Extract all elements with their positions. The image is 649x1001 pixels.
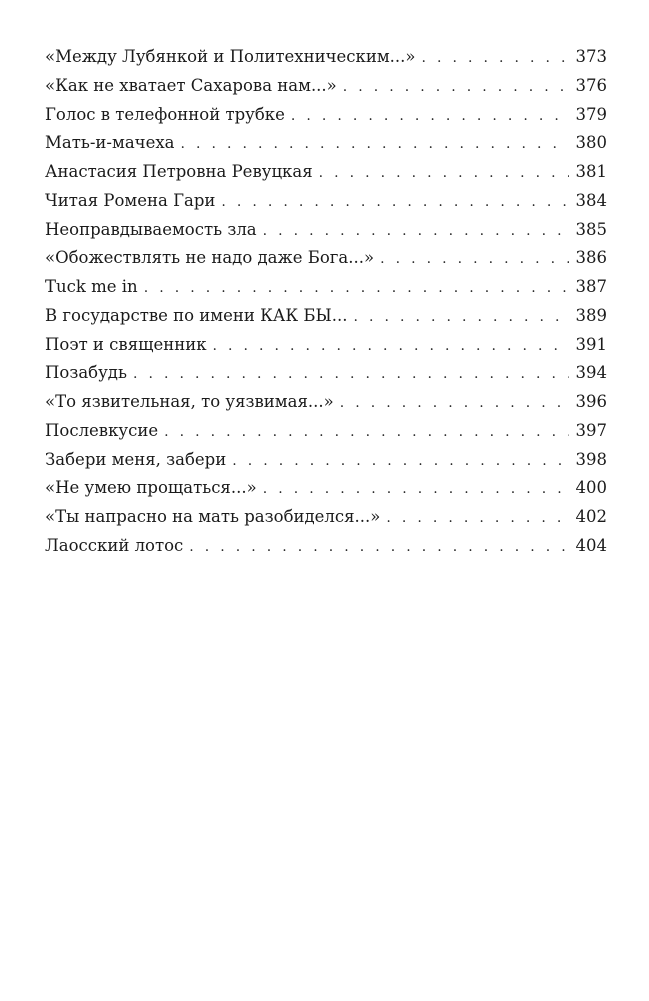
toc-entry-title: Анастасия Петровна Ревуцкая bbox=[45, 162, 313, 181]
toc-entry bbox=[45, 302, 607, 331]
toc-dot-leader bbox=[421, 44, 569, 73]
toc-entry-page: 376 bbox=[575, 75, 607, 95]
toc-dot-leader bbox=[343, 73, 569, 102]
toc-entry-page: 400 bbox=[575, 478, 607, 498]
toc-dot-leader bbox=[164, 418, 569, 447]
toc-entry bbox=[45, 216, 607, 245]
toc-entry-title: Tuck me in bbox=[45, 277, 138, 296]
toc-entry-title: В государстве по имени КАК БЫ... bbox=[45, 305, 348, 325]
toc-dot-leader bbox=[232, 447, 569, 476]
toc-entry-title: Мать-и-мачеха bbox=[45, 133, 175, 153]
toc-entry-title: «Не умею прощаться...» bbox=[45, 478, 257, 498]
toc-entry-page: 398 bbox=[575, 449, 607, 469]
toc-entry-title: Позабудь bbox=[45, 363, 127, 383]
toc-entry bbox=[45, 129, 607, 158]
toc-entry-page: 389 bbox=[575, 305, 607, 325]
toc-entry-page: 402 bbox=[575, 507, 607, 526]
toc-entry-page: 379 bbox=[575, 104, 607, 124]
toc-dot-leader bbox=[380, 245, 569, 274]
toc-entry bbox=[45, 474, 607, 503]
toc-entry-title: «Между Лубянкой и Политехническим...» bbox=[45, 47, 416, 66]
toc-entry bbox=[45, 417, 607, 446]
toc-dot-leader bbox=[354, 303, 569, 332]
toc-entry-page: 380 bbox=[575, 133, 607, 153]
toc-dot-leader bbox=[213, 332, 569, 361]
toc-entry-title: Послевкусие bbox=[45, 420, 159, 440]
toc-entry-title: «Обожествлять не надо даже Бога...» bbox=[45, 248, 375, 268]
table-of-contents bbox=[45, 43, 607, 561]
toc-entry bbox=[45, 359, 607, 388]
toc-entry-title: Забери меня, забери bbox=[45, 449, 227, 469]
toc-entry bbox=[45, 446, 607, 475]
toc-entry-page: 404 bbox=[575, 535, 607, 555]
toc-entry bbox=[45, 532, 607, 561]
toc-entry-title: «То язвительная, то уязвимая...» bbox=[45, 392, 334, 411]
toc-entry-page: 397 bbox=[575, 420, 607, 440]
toc-entry bbox=[45, 43, 607, 72]
toc-entry-page: 381 bbox=[575, 162, 607, 181]
toc-entry-page: 373 bbox=[575, 47, 607, 66]
toc-entry bbox=[45, 503, 607, 532]
toc-entry-title: Поэт и священник bbox=[45, 334, 207, 354]
toc-entry-title: Читая Ромена Гари bbox=[45, 190, 216, 210]
toc-entry bbox=[45, 187, 607, 216]
toc-entry-title: Неоправдываемость зла bbox=[45, 219, 257, 239]
toc-entry-title: «Как не хватает Сахарова нам...» bbox=[45, 75, 337, 95]
toc-entry bbox=[45, 273, 607, 302]
toc-dot-leader bbox=[263, 217, 569, 246]
toc-dot-leader bbox=[263, 475, 569, 504]
toc-dot-leader bbox=[133, 360, 569, 389]
toc-entry bbox=[45, 72, 607, 101]
toc-dot-leader bbox=[319, 159, 569, 188]
toc-dot-leader bbox=[144, 274, 569, 303]
toc-dot-leader bbox=[221, 188, 569, 217]
toc-entry-title: Лаосский лотос bbox=[45, 535, 184, 555]
toc-entry bbox=[45, 101, 607, 130]
toc-dot-leader bbox=[386, 504, 569, 533]
toc-entry-page: 387 bbox=[575, 277, 607, 296]
toc-entry-page: 394 bbox=[575, 363, 607, 383]
toc-entry-page: 384 bbox=[575, 190, 607, 210]
toc-dot-leader bbox=[291, 102, 569, 131]
toc-dot-leader bbox=[180, 130, 569, 159]
toc-entry-page: 385 bbox=[575, 219, 607, 239]
toc-entry bbox=[45, 331, 607, 360]
toc-dot-leader bbox=[340, 389, 569, 418]
toc-entry bbox=[45, 388, 607, 417]
toc-entry-title: Голос в телефонной трубке bbox=[45, 104, 285, 124]
toc-entry-page: 396 bbox=[575, 392, 607, 411]
toc-dot-leader bbox=[189, 533, 569, 562]
toc-entry bbox=[45, 158, 607, 187]
toc-entry-title: «Ты напрасно на мать разобиделся...» bbox=[45, 507, 381, 526]
toc-entry-page: 391 bbox=[575, 334, 607, 354]
toc-entry-page: 386 bbox=[575, 248, 607, 268]
toc-entry bbox=[45, 244, 607, 273]
